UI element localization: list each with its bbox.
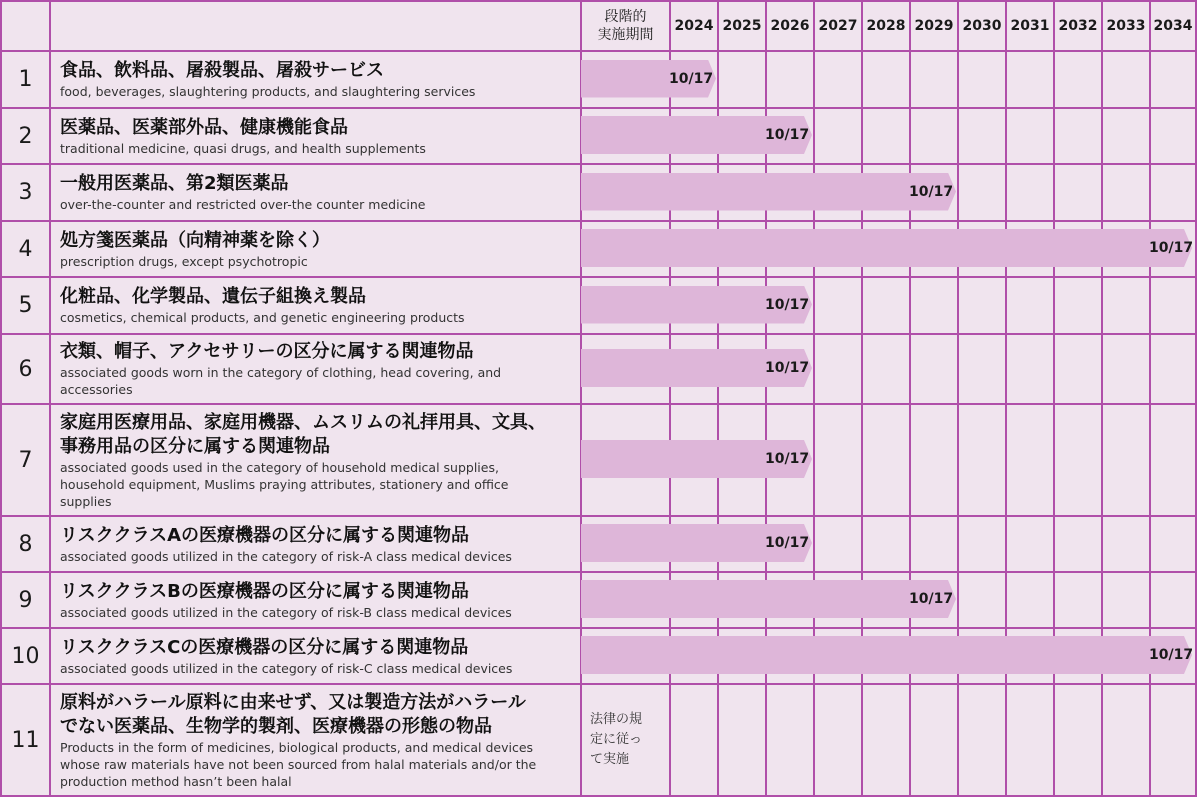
- category-name-jp: 化粧品、化学製品、遺伝子組換え製品: [60, 286, 366, 307]
- year-cell-2033: [1102, 334, 1150, 404]
- phase-note-line: 法律の規: [590, 712, 643, 727]
- row-number: 4: [1, 221, 50, 277]
- year-header-2034: 2034: [1150, 1, 1196, 51]
- category-name-jp: 家庭用医療用品、家庭用機器、ムスリムの礼拝用具、文具、: [60, 411, 546, 433]
- category-name-en: over-the-counter and restricted over-the counter medicine: [60, 197, 426, 212]
- deadline-label: 10/17: [669, 70, 714, 87]
- deadline-label: 10/17: [765, 451, 810, 467]
- category-name-en: household equipment, Muslims praying attributes, stationery and office: [60, 476, 509, 492]
- year-cell-2030: [958, 572, 1006, 628]
- header-phase-period: [581, 1, 670, 51]
- year-cell-2033: [1102, 572, 1150, 628]
- category-name-en: prescription drugs, except psychotropic: [60, 253, 308, 269]
- row-number: 7: [1, 404, 50, 516]
- category-description: [50, 684, 581, 796]
- year-cell-2033: [1102, 51, 1150, 108]
- category-name-jp: 医薬品、医薬部外品、健康機能食品: [60, 116, 348, 138]
- year-cell-2025: [718, 51, 766, 108]
- year-cell-2025: [718, 684, 766, 796]
- category-name-en: associated goods utilized in the category of risk-C class medical devices: [60, 660, 513, 676]
- category-name-en: associated goods utilized in the category of risk-B class medical devices: [60, 604, 512, 620]
- year-cell-2029: [910, 684, 958, 796]
- year-cell-2024: [670, 684, 718, 796]
- category-name-en: supplies: [60, 493, 112, 509]
- row-number: 2: [1, 108, 50, 164]
- timeline-bar: [581, 173, 956, 211]
- category-description: [50, 51, 581, 108]
- category-name-en: whose raw materials have not been sourced from halal materials and/or the: [60, 756, 537, 772]
- category-name-en: Products in the form of medicines, biological products, and medical devices: [60, 739, 534, 755]
- category-description: [50, 221, 581, 277]
- year-cell-2033: [1102, 277, 1150, 334]
- category-description: [50, 628, 581, 684]
- timeline-bar: [581, 229, 1192, 267]
- timeline-bar: [581, 636, 1192, 674]
- table-row: [1, 684, 1196, 796]
- year-cell-2032: [1054, 572, 1102, 628]
- year-cell-2034: [1150, 684, 1196, 796]
- year-cell-2027: [814, 516, 862, 572]
- year-cell-2030: [958, 164, 1006, 221]
- year-cell-2029: [910, 404, 958, 516]
- deadline-label: 10/17: [765, 127, 810, 143]
- year-cell-2034: [1150, 404, 1196, 516]
- year-cell-2028: [862, 277, 910, 334]
- year-cell-2027: [814, 277, 862, 334]
- category-name-en: cosmetics, chemical products, and genetic engineering products: [60, 310, 465, 325]
- year-cell-2028: [862, 404, 910, 516]
- year-cell-2028: [862, 108, 910, 164]
- year-header-2032: 2032: [1054, 1, 1102, 51]
- year-cell-2032: [1054, 108, 1102, 164]
- header-category-cell: [50, 1, 581, 51]
- year-cell-2029: [910, 516, 958, 572]
- category-name-jp: リスククラスAの医療機器の区分に属する関連物品: [60, 524, 470, 546]
- deadline-label: 10/17: [909, 183, 954, 200]
- year-cell-2031: [1006, 404, 1054, 516]
- category-name-jp: 衣類、帽子、アクセサリーの区分に属する関連物品: [60, 341, 474, 362]
- year-cell-2033: [1102, 404, 1150, 516]
- header-row: [1, 1, 1196, 51]
- row-number: 6: [1, 334, 50, 404]
- year-cell-2028: [862, 684, 910, 796]
- year-cell-2032: [1054, 51, 1102, 108]
- year-cell-2034: [1150, 572, 1196, 628]
- year-cell-2034: [1150, 108, 1196, 164]
- phase-note-line: 定に従っ: [590, 732, 643, 747]
- phase-period-cell: [581, 684, 670, 796]
- category-name-jp: でない医薬品、生物学的製剤、医療機器の形態の物品: [60, 715, 492, 737]
- category-name-jp: リスククラスCの医療機器の区分に属する関連物品: [60, 636, 469, 658]
- category-description: [50, 108, 581, 164]
- year-cell-2032: [1054, 684, 1102, 796]
- year-cell-2027: [814, 334, 862, 404]
- year-cell-2032: [1054, 277, 1102, 334]
- row-number: 8: [1, 516, 50, 572]
- year-cell-2029: [910, 334, 958, 404]
- year-cell-2031: [1006, 684, 1054, 796]
- row-number: 10: [1, 628, 50, 684]
- category-name-en: associated goods used in the category of household medical supplies,: [60, 459, 499, 475]
- year-cell-2030: [958, 108, 1006, 164]
- year-cell-2029: [910, 51, 958, 108]
- year-cell-2031: [1006, 516, 1054, 572]
- year-cell-2033: [1102, 108, 1150, 164]
- category-description: [50, 572, 581, 628]
- year-cell-2034: [1150, 516, 1196, 572]
- year-header-2033: 2033: [1102, 1, 1150, 51]
- year-cell-2034: [1150, 51, 1196, 108]
- category-description: [50, 516, 581, 572]
- category-name-jp: 原料がハラール原料に由来せず、又は製造方法がハラール: [60, 691, 526, 713]
- deadline-label: 10/17: [1149, 240, 1194, 256]
- year-cell-2032: [1054, 334, 1102, 404]
- header-number-cell: [1, 1, 50, 51]
- year-cell-2033: [1102, 684, 1150, 796]
- year-cell-2031: [1006, 51, 1054, 108]
- category-name-en: accessories: [60, 382, 133, 397]
- year-cell-2031: [1006, 572, 1054, 628]
- year-header-2026: 2026: [766, 1, 814, 51]
- row-number: 1: [1, 51, 50, 108]
- year-header-2029: 2029: [910, 1, 958, 51]
- category-name-jp: 食品、飲料品、屠殺製品、屠殺サービス: [60, 60, 384, 81]
- year-cell-2028: [862, 51, 910, 108]
- deadline-label: 10/17: [765, 535, 810, 551]
- deadline-label: 10/17: [1149, 647, 1194, 663]
- timeline-bar: [581, 580, 956, 618]
- year-cell-2031: [1006, 164, 1054, 221]
- year-cell-2032: [1054, 404, 1102, 516]
- year-cell-2031: [1006, 334, 1054, 404]
- year-cell-2031: [1006, 108, 1054, 164]
- year-cell-2034: [1150, 277, 1196, 334]
- row-number: 9: [1, 572, 50, 628]
- category-name-jp: 事務用品の区分に属する関連物品: [60, 435, 330, 457]
- category-description: [50, 334, 581, 404]
- year-cell-2030: [958, 516, 1006, 572]
- year-header-2028: 2028: [862, 1, 910, 51]
- year-header-2025: 2025: [718, 1, 766, 51]
- phase-label-line: 実施期間: [597, 27, 654, 43]
- category-name-jp: リスククラスBの医療機器の区分に属する関連物品: [60, 580, 469, 602]
- year-cell-2030: [958, 684, 1006, 796]
- year-cell-2034: [1150, 334, 1196, 404]
- deadline-label: 10/17: [765, 360, 810, 376]
- year-cell-2026: [766, 684, 814, 796]
- year-cell-2034: [1150, 164, 1196, 221]
- year-cell-2027: [814, 108, 862, 164]
- year-cell-2028: [862, 516, 910, 572]
- deadline-label: 10/17: [765, 296, 810, 313]
- year-cell-2030: [958, 334, 1006, 404]
- year-cell-2027: [814, 404, 862, 516]
- deadline-label: 10/17: [909, 591, 954, 607]
- year-cell-2026: [766, 51, 814, 108]
- category-description: [50, 164, 581, 221]
- year-cell-2033: [1102, 516, 1150, 572]
- year-cell-2029: [910, 108, 958, 164]
- year-cell-2030: [958, 404, 1006, 516]
- row-number: 11: [1, 684, 50, 796]
- year-cell-2032: [1054, 164, 1102, 221]
- year-cell-2033: [1102, 164, 1150, 221]
- phase-note-line: て実施: [590, 752, 630, 767]
- category-name-en: traditional medicine, quasi drugs, and health supplements: [60, 140, 426, 156]
- year-header-2024: 2024: [670, 1, 718, 51]
- category-description: [50, 404, 581, 516]
- category-name-en: associated goods worn in the category of clothing, head covering, and: [60, 365, 502, 380]
- phase-label-line: 段階的: [604, 9, 647, 25]
- row-number: 5: [1, 277, 50, 334]
- year-cell-2030: [958, 277, 1006, 334]
- category-description: [50, 277, 581, 334]
- year-cell-2027: [814, 684, 862, 796]
- year-header-2031: 2031: [1006, 1, 1054, 51]
- category-name-jp: 処方箋医薬品（向精神薬を除く）: [60, 229, 330, 251]
- category-name-en: production method hasn’t been halal: [60, 773, 292, 789]
- category-name-en: associated goods utilized in the category of risk-A class medical devices: [60, 548, 512, 564]
- year-cell-2027: [814, 51, 862, 108]
- year-cell-2031: [1006, 277, 1054, 334]
- year-header-2027: 2027: [814, 1, 862, 51]
- year-cell-2028: [862, 334, 910, 404]
- year-cell-2029: [910, 277, 958, 334]
- category-name-jp: 一般用医薬品、第2類医薬品: [60, 173, 289, 194]
- row-number: 3: [1, 164, 50, 221]
- category-name-en: food, beverages, slaughtering products, and slaughtering services: [60, 84, 476, 99]
- year-cell-2032: [1054, 516, 1102, 572]
- year-header-2030: 2030: [958, 1, 1006, 51]
- year-cell-2030: [958, 51, 1006, 108]
